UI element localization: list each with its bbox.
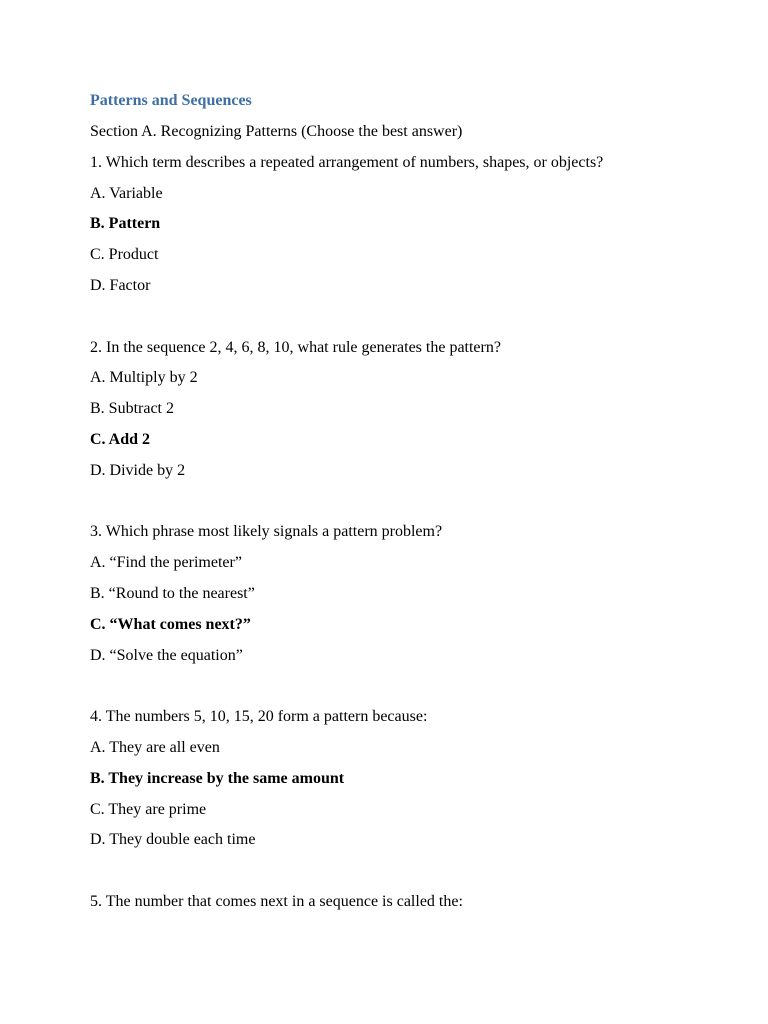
question-prompt: 4. The numbers 5, 10, 15, 20 form a pattern because: — [90, 708, 428, 726]
question-prompt: 1. Which term describes a repeated arrangement of numbers, shapes, or objects? — [90, 153, 604, 171]
option-2a: A. Multiply by 2 — [90, 369, 198, 387]
spacer — [90, 673, 730, 704]
option-1a: A. Variable — [90, 184, 163, 202]
question-prompt: 2. In the sequence 2, 4, 6, 8, 10, what rule generates the pattern? — [90, 338, 501, 356]
option-4d: D. They double each time — [90, 831, 256, 849]
option-3c-answer: C. “What comes next?” — [90, 615, 251, 633]
spacer — [90, 489, 730, 520]
option-2d: D. Divide by 2 — [90, 461, 186, 479]
question-1 — [90, 150, 730, 299]
question-3 — [90, 519, 730, 668]
option-4b-answer: B. They increase by the same amount — [90, 769, 345, 787]
option-1b-answer: B. Pattern — [90, 215, 161, 233]
question-prompt: 5. The number that comes next in a sequence is called the: — [90, 892, 463, 910]
document-title: Patterns and Sequences — [90, 92, 252, 109]
spacer — [90, 304, 730, 335]
option-2b: B. Subtract 2 — [90, 400, 174, 418]
option-3a: A. “Find the perimeter” — [90, 554, 242, 572]
section-heading: Section A. Recognizing Patterns (Choose the best answer) — [90, 123, 463, 140]
document-page — [90, 88, 730, 920]
question-prompt: 3. Which phrase most likely signals a pattern problem? — [90, 523, 443, 541]
question-5 — [90, 889, 730, 915]
option-1c: C. Product — [90, 246, 159, 264]
option-4a: A. They are all even — [90, 738, 220, 756]
question-4 — [90, 704, 730, 853]
option-3d: D. “Solve the equation” — [90, 646, 243, 664]
question-2 — [90, 335, 730, 484]
option-2c-answer: C. Add 2 — [90, 430, 151, 448]
option-4c: C. They are prime — [90, 800, 207, 818]
option-3b: B. “Round to the nearest” — [90, 584, 255, 602]
option-1d: D. Factor — [90, 276, 151, 294]
spacer — [90, 858, 730, 889]
